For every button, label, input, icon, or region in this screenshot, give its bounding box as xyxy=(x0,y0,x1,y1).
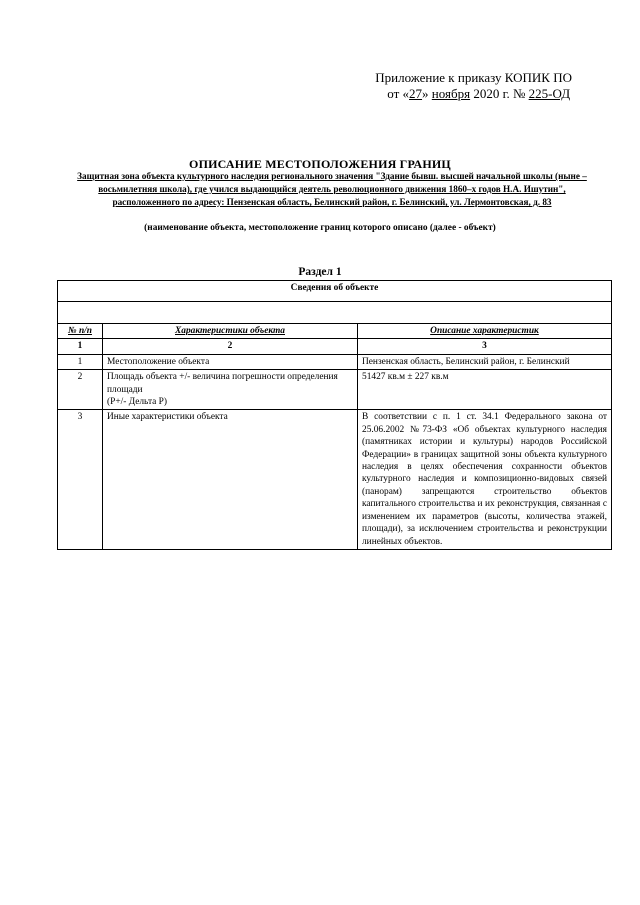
col-number-2: 2 xyxy=(103,339,358,354)
col-header-num: № п/п xyxy=(58,324,103,339)
row-number: 2 xyxy=(58,370,103,410)
table-row xyxy=(58,410,612,549)
table-heading-row xyxy=(58,281,612,302)
table-row xyxy=(58,354,612,369)
row-characteristic: Местоположение объекта xyxy=(103,354,358,369)
row-description: Пензенская область, Белинский район, г. Белинский xyxy=(358,354,612,369)
row-description: 51427 кв.м ± 227 кв.м xyxy=(358,370,612,410)
blank-cell xyxy=(58,302,612,324)
object-note: (наименование объекта, местоположение границ которого описано (далее - объект) xyxy=(144,223,496,233)
appendix-ot: от « xyxy=(387,86,410,101)
row-description: В соответствии с п. 1 ст. 34.1 Федерального закона от 25.06.2002 №73-ФЗ «Об объектах культурного наследия (памятниках истории и культуры) народов Российской Федерации» в границах защитной зоны объекта культурного наследия в целях обеспечения сохранности объектов культурного наследия и композиционно-видовых связей (панорам) запрещаются строительство объектов капитального строительства и их реконструкция, связанная с изменением их параметров (высоты, количества этажей, площади), за исключением строительства и реконструкции линейных объектов. xyxy=(358,410,612,549)
appendix-quote: » xyxy=(422,86,432,101)
table-column-numbers xyxy=(58,339,612,354)
table-column-headers xyxy=(58,324,612,339)
row-number: 1 xyxy=(58,354,103,369)
col-header-description: Описание характеристик xyxy=(358,324,612,339)
appendix-number: 225-ОД xyxy=(528,86,571,101)
table-row xyxy=(58,370,612,410)
appendix-month: ноября xyxy=(431,86,471,101)
col-number-3: 3 xyxy=(358,339,612,354)
row-number: 3 xyxy=(58,410,103,549)
col-header-characteristic: Характеристики объекта xyxy=(103,324,358,339)
row-characteristic: Площадь объекта +/- величина погрешности определения площади (Р+/- Дельта Р) xyxy=(103,370,358,410)
appendix-line1: Приложение к приказу КОПИК ПО xyxy=(375,70,572,85)
appendix-block xyxy=(375,70,572,102)
document-title: ОПИСАНИЕ МЕСТОПОЛОЖЕНИЯ ГРАНИЦ xyxy=(189,157,451,171)
appendix-year: 2020 г. № xyxy=(470,86,529,101)
col-number-1: 1 xyxy=(58,339,103,354)
row-characteristic: Иные характеристики объекта xyxy=(103,410,358,549)
table-heading: Сведения об объекте xyxy=(58,281,612,302)
section-title: Раздел 1 xyxy=(298,266,342,278)
object-name: Защитная зона объекта культурного наследия регионального значения "Здание бывш. высшей начальной школы (ныне – восьмилетняя школа), где учился выдающийся деятель революционного движения 1860–х годов Н.А. Ишутин", расположенного по адресу: Пензенская область, Белинский район, г. Белинский, ул. Лермонтовская, д. 83 xyxy=(77,171,587,207)
appendix-line2 xyxy=(375,86,572,102)
object-info-table xyxy=(57,280,612,550)
table-blank-row xyxy=(58,302,612,324)
appendix-day: 27 xyxy=(409,86,423,101)
